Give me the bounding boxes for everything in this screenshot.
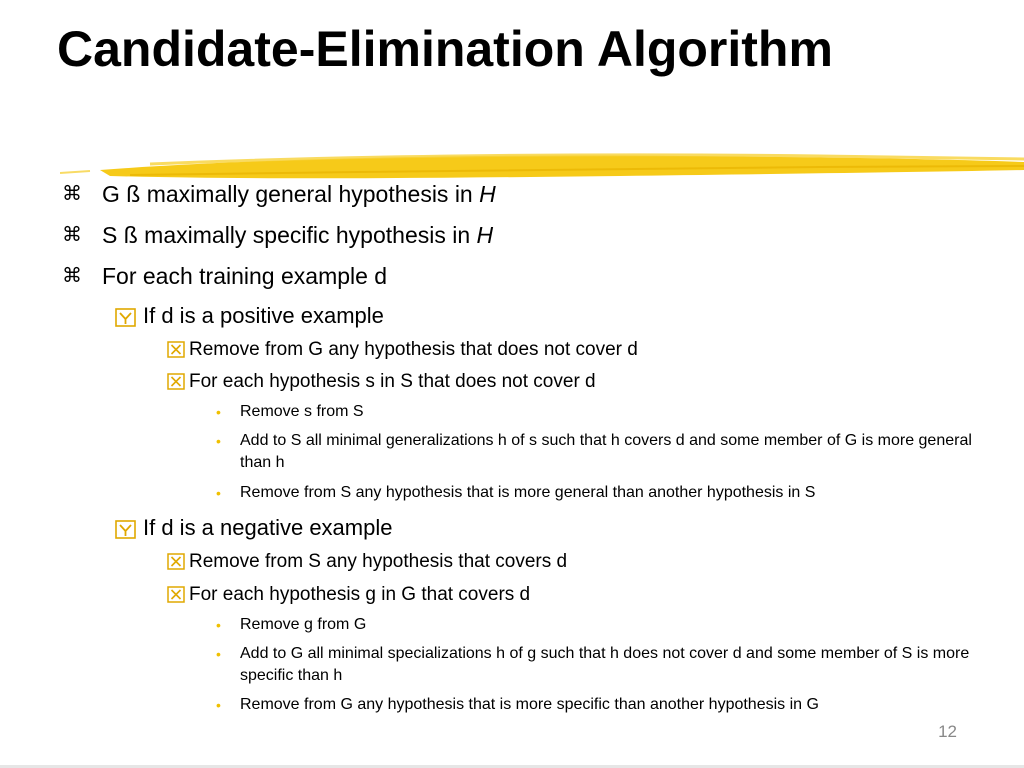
dot-bullet-icon: •: [216, 485, 221, 501]
checkbox-x-icon: [167, 586, 185, 603]
list-item: If d is a negative example: [115, 514, 392, 541]
slide-title: Candidate-Elimination Algorithm: [57, 21, 833, 77]
list-item: • Add to S all minimal generalizations h of s such that h covers d and some member of G is more general than h: [216, 432, 972, 471]
dot-bullet-icon: •: [216, 697, 221, 713]
list-item: • Remove from S any hypothesis that is more general than another hypothesis in S: [216, 482, 976, 504]
list-item: For each hypothesis s in S that does not cover d: [167, 370, 596, 394]
list-item: ⌘ For each training example d: [62, 263, 388, 289]
list-item: If d is a positive example: [115, 302, 384, 329]
command-bullet-icon: ⌘: [62, 183, 82, 205]
command-bullet-icon: ⌘: [62, 265, 82, 287]
checkbox-y-icon: [115, 520, 136, 539]
list-item: ⌘ S ß maximally specific hypothesis in H: [62, 222, 494, 248]
list-item: • Remove s from S: [216, 401, 976, 423]
dot-bullet-icon: •: [216, 617, 221, 633]
list-item: Remove from G any hypothesis that does not cover d: [167, 338, 638, 362]
assign-symbol: ß: [123, 222, 138, 248]
list-item: • Remove g from G: [216, 614, 976, 636]
dot-bullet-icon: •: [216, 404, 221, 420]
dot-bullet-icon: •: [216, 646, 221, 662]
checkbox-x-icon: [167, 553, 185, 570]
list-item: Remove from S any hypothesis that covers d: [167, 550, 567, 574]
command-bullet-icon: ⌘: [62, 224, 82, 246]
dot-bullet-icon: •: [216, 433, 221, 449]
list-item: • Add to G all minimal specializations h of g such that h does not cover d and some member of S is more specific than h: [216, 645, 970, 684]
highlighter-stroke: [60, 150, 1024, 184]
checkbox-y-icon: [115, 308, 136, 327]
list-item: For each hypothesis g in G that covers d: [167, 583, 530, 607]
list-item: ⌘ G ß maximally general hypothesis in H: [62, 181, 496, 207]
page-number: 12: [938, 722, 957, 741]
assign-symbol: ß: [126, 181, 141, 207]
checkbox-x-icon: [167, 373, 185, 390]
checkbox-x-icon: [167, 341, 185, 358]
list-item: • Remove from G any hypothesis that is more specific than another hypothesis in G: [216, 694, 976, 716]
